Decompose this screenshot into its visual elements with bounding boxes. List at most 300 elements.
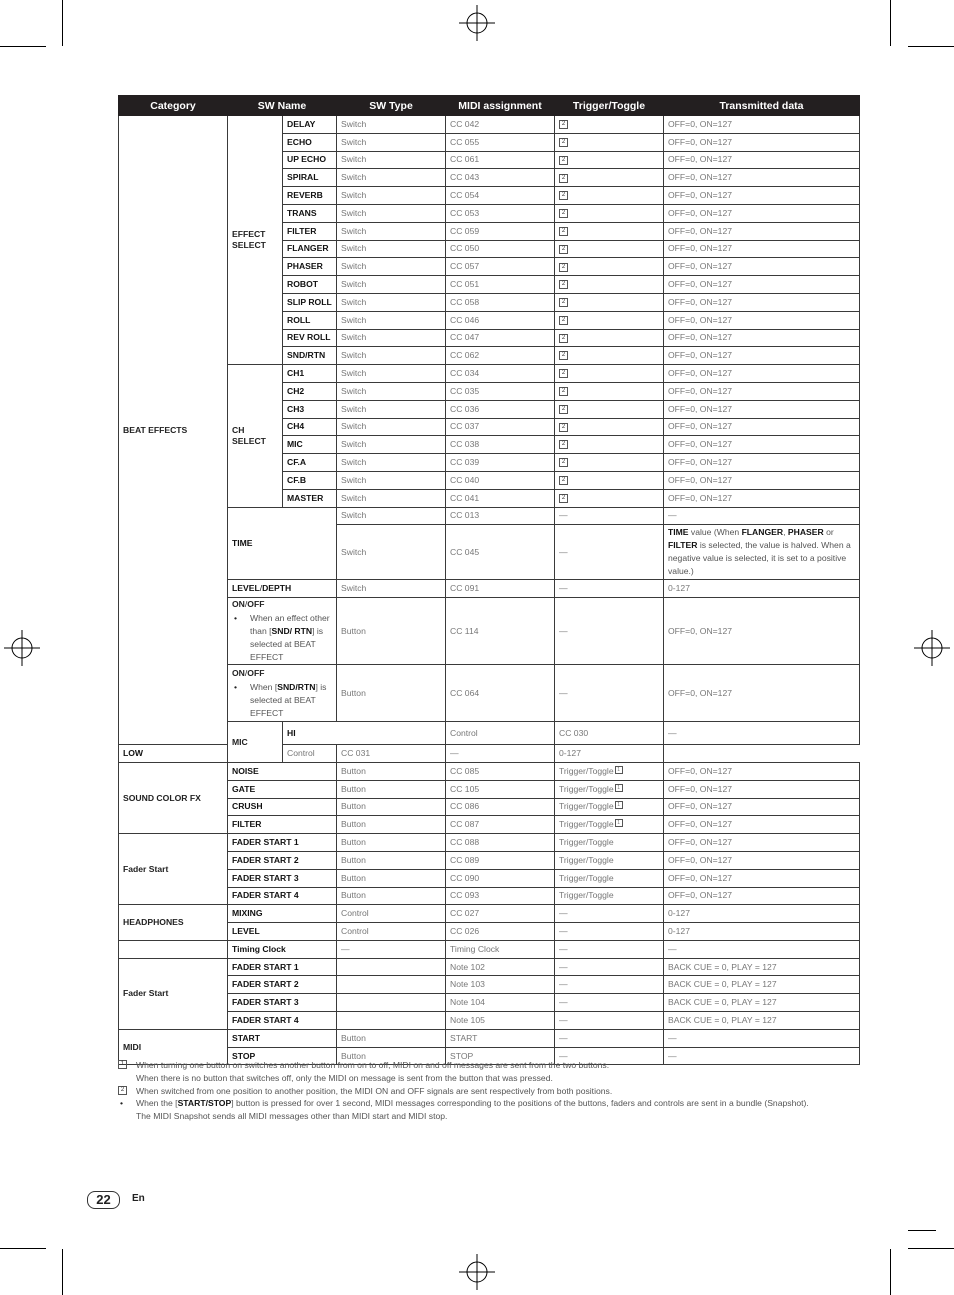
table-row: [119, 869, 860, 887]
table-row: [119, 665, 860, 722]
midi-cell: CC 058: [446, 293, 555, 311]
midi-cell: CC 105: [446, 780, 555, 798]
data-cell: BACK CUE = 0, PLAY = 127: [664, 976, 860, 994]
header-sw-name: SW Name: [228, 96, 337, 116]
note-2-marker: 2: [559, 423, 568, 432]
trigger-toggle-cell: —: [555, 1029, 664, 1047]
crop-mark: [62, 1249, 63, 1295]
sw-name-cell: FADER START 4: [228, 887, 337, 905]
data-cell: OFF=0, ON=127: [664, 418, 860, 436]
trigger-toggle-cell: —: [555, 1047, 664, 1065]
trigger-toggle-cell: [555, 436, 664, 454]
sw-type-cell: [337, 994, 446, 1012]
sw-type-cell: Button: [337, 1047, 446, 1065]
sw-type-cell: Switch: [337, 525, 446, 580]
registration-mark-icon: [4, 630, 40, 666]
group-label: CH: [232, 424, 245, 435]
trigger-toggle-cell: [555, 169, 664, 187]
trigger-toggle-cell: —: [555, 598, 664, 665]
sw-type-cell: Button: [337, 665, 446, 722]
trigger-text: Trigger/Toggle: [559, 819, 614, 830]
trigger-toggle-cell: —: [555, 1012, 664, 1030]
sw-type-cell: Switch: [337, 116, 446, 134]
note-2-marker: 2: [559, 440, 568, 449]
midi-cell: CC 045: [446, 525, 555, 580]
sw-name-cell: CH3: [283, 400, 337, 418]
sw-name-cell: ECHO: [283, 133, 337, 151]
category-headphones: HEADPHONES: [119, 905, 228, 941]
note-2-marker: 2: [559, 138, 568, 147]
trigger-toggle-cell: [555, 400, 664, 418]
data-cell: OFF=0, ON=127: [664, 816, 860, 834]
midi-cell: STOP: [446, 1047, 555, 1065]
bullet-bold: SND/ RTN: [271, 626, 313, 637]
desc-bold: FILTER: [668, 540, 698, 551]
note-2-marker: 2: [559, 209, 568, 218]
sw-name-cell: REVERB: [283, 187, 337, 205]
midi-cell: CC 042: [446, 116, 555, 134]
note-2-marker: 2: [559, 494, 568, 503]
footnote-1: [118, 1059, 858, 1085]
trigger-toggle-cell: [555, 276, 664, 294]
data-cell: OFF=0, ON=127: [664, 436, 860, 454]
note-1-marker: 1: [615, 766, 623, 774]
sw-name-cell: CRUSH: [228, 798, 337, 816]
table-row: [119, 887, 860, 905]
midi-cell: CC 037: [446, 418, 555, 436]
crop-mark: [18, 46, 46, 47]
data-cell: —: [664, 507, 860, 525]
midi-cell: CC 030: [555, 722, 664, 745]
note-1-marker: 1: [615, 801, 623, 809]
data-cell: BACK CUE = 0, PLAY = 127: [664, 1012, 860, 1030]
data-cell: OFF=0, ON=127: [664, 382, 860, 400]
midi-cell: CC 038: [446, 436, 555, 454]
data-cell: OFF=0, ON=127: [664, 834, 860, 852]
data-cell: 0-127: [664, 905, 860, 923]
trigger-toggle-cell: [555, 311, 664, 329]
midi-cell: Note 102: [446, 958, 555, 976]
sw-type-cell: Switch: [337, 400, 446, 418]
data-cell: OFF=0, ON=127: [664, 471, 860, 489]
bullet-text: ] is selected at BEAT EFFECT: [250, 681, 327, 718]
note-2-marker: 2: [559, 156, 568, 165]
data-cell: BACK CUE = 0, PLAY = 127: [664, 994, 860, 1012]
data-cell: OFF=0, ON=127: [664, 222, 860, 240]
footnote-text: When there is no button that switches off, only the MIDI on message is sent from the button that was pressed.: [136, 1072, 553, 1083]
header-trigger-toggle: Trigger/Toggle: [555, 96, 664, 116]
midi-cell: CC 043: [446, 169, 555, 187]
midi-cell: CC 034: [446, 365, 555, 383]
sw-name-cell: FADER START 1: [228, 834, 337, 852]
sw-type-cell: Switch: [337, 436, 446, 454]
table-row: [119, 780, 860, 798]
midi-cell: CC 027: [446, 905, 555, 923]
note-2-marker: 2: [559, 298, 568, 307]
table-row: [119, 1012, 860, 1030]
sw-type-cell: Switch: [337, 222, 446, 240]
sw-name-cell: MIC: [283, 436, 337, 454]
data-cell: OFF=0, ON=127: [664, 329, 860, 347]
footnote-bold: STOP: [207, 1098, 232, 1109]
sw-type-cell: —: [337, 940, 446, 958]
sw-type-cell: Switch: [337, 382, 446, 400]
note-2-marker: 2: [559, 334, 568, 343]
footnote-bold: /: [205, 1098, 208, 1109]
trigger-toggle-cell: —: [555, 923, 664, 941]
footnote-text: When switched from one position to another position, the MIDI ON and OFF signals are sent respectively from both positions.: [136, 1085, 613, 1096]
sw-name-part: LEVEL: [232, 583, 260, 594]
bullet-bold: SND/RTN: [277, 681, 316, 692]
trigger-toggle-cell: —: [555, 507, 664, 525]
trigger-toggle-cell: —: [664, 722, 860, 745]
trigger-toggle-cell: —: [446, 745, 555, 763]
sw-name-cell: CF.B: [283, 471, 337, 489]
sw-type-cell: Button: [337, 1029, 446, 1047]
footnote-marker: 1: [118, 1060, 127, 1069]
sw-name-cell: SPIRAL: [283, 169, 337, 187]
midi-cell: CC 061: [446, 151, 555, 169]
table-row: [119, 923, 860, 941]
trigger-toggle-cell: —: [555, 580, 664, 598]
sw-type-cell: [337, 1012, 446, 1030]
crop-mark: [890, 1249, 891, 1295]
header-sw-type: SW Type: [337, 96, 446, 116]
sw-name-cell: MIXING: [228, 905, 337, 923]
note-2-marker: 2: [559, 405, 568, 414]
sw-name-cell: SLIP ROLL: [283, 293, 337, 311]
footnote-marker: 2: [118, 1086, 127, 1095]
data-cell: OFF=0, ON=127: [664, 276, 860, 294]
sw-name-cell: START: [228, 1029, 337, 1047]
sw-type-cell: Switch: [337, 204, 446, 222]
sw-type-cell: [337, 976, 446, 994]
trigger-toggle-cell: [555, 133, 664, 151]
data-cell: OFF=0, ON=127: [664, 347, 860, 365]
data-cell: OFF=0, ON=127: [664, 293, 860, 311]
bullet-text: When an effect other than [: [250, 613, 330, 637]
group-label: SELECT: [232, 240, 266, 251]
registration-mark-icon: [914, 630, 950, 666]
footnote-text: When turning one button on switches another button from on to off, MIDI on and off messages are sent from the two buttons.: [136, 1060, 610, 1070]
trigger-toggle-cell: [555, 471, 664, 489]
trigger-toggle-cell: [555, 454, 664, 472]
bullet-list: [232, 681, 332, 720]
table-row: [119, 976, 860, 994]
table-row: [119, 994, 860, 1012]
note-2-marker: 2: [559, 476, 568, 485]
table-row: [119, 834, 860, 852]
table-row: [119, 365, 860, 383]
data-cell: OFF=0, ON=127: [664, 851, 860, 869]
bullet-list: [232, 612, 332, 664]
sw-type-cell: Switch: [337, 471, 446, 489]
trigger-toggle-cell: [555, 365, 664, 383]
category-sound-color-fx: SOUND COLOR FX: [119, 762, 228, 833]
group-effect-select: [228, 116, 283, 365]
sw-type-cell: Button: [337, 780, 446, 798]
note-2-marker: 2: [559, 263, 568, 272]
midi-cell: CC 091: [446, 580, 555, 598]
note-1-marker: 1: [615, 784, 623, 792]
note-2-marker: 2: [559, 227, 568, 236]
sw-name-cell: STOP: [228, 1047, 337, 1065]
table-row: [119, 1029, 860, 1047]
midi-cell: CC 089: [446, 851, 555, 869]
sw-name-sep: /: [259, 583, 263, 594]
sw-type-cell: Switch: [337, 580, 446, 598]
sw-name-part: DEPTH: [262, 583, 292, 594]
trigger-toggle-cell: —: [555, 940, 664, 958]
table-row: [119, 905, 860, 923]
note-2-marker: 2: [559, 316, 568, 325]
trigger-toggle-cell: Trigger/Toggle: [555, 887, 664, 905]
trigger-toggle-cell: —: [555, 665, 664, 722]
note-2-marker: 2: [559, 245, 568, 254]
sw-name-cell: FADER START 3: [228, 994, 337, 1012]
trigger-toggle-cell: [555, 798, 664, 816]
sw-name-cell: FLANGER: [283, 240, 337, 258]
data-cell: —: [664, 940, 860, 958]
sw-type-cell: Button: [337, 762, 446, 780]
trigger-toggle-cell: —: [555, 958, 664, 976]
crop-mark: [62, 0, 63, 46]
sw-name-cell: PHASER: [283, 258, 337, 276]
data-cell: 0-127: [664, 580, 860, 598]
category-mic: MIC: [228, 722, 283, 763]
midi-cell: CC 046: [446, 311, 555, 329]
data-cell: OFF=0, ON=127: [664, 169, 860, 187]
sw-name-cell: FADER START 3: [228, 869, 337, 887]
trigger-text: Trigger/Toggle: [559, 783, 614, 794]
sw-type-cell: Switch: [337, 293, 446, 311]
midi-cell: CC 031: [337, 745, 446, 763]
midi-assignment-table: [118, 95, 860, 1065]
table-row: [119, 762, 860, 780]
category-beat-effects: BEAT EFFECTS: [119, 116, 228, 745]
trigger-toggle-cell: [555, 418, 664, 436]
data-cell: OFF=0, ON=127: [664, 133, 860, 151]
group-ch-select: [228, 365, 283, 507]
data-cell: OFF=0, ON=127: [664, 798, 860, 816]
table-header-row: [119, 96, 860, 116]
data-cell: OFF=0, ON=127: [664, 887, 860, 905]
trigger-text: Trigger/Toggle: [559, 801, 614, 812]
trigger-toggle-cell: [555, 382, 664, 400]
midi-cell: CC 041: [446, 489, 555, 507]
desc-bold: PHASER: [787, 527, 824, 538]
trigger-text: Trigger/Toggle: [559, 765, 614, 776]
sw-type-cell: Switch: [337, 240, 446, 258]
header-midi-assignment: MIDI assignment: [446, 96, 555, 116]
midi-cell: CC 050: [446, 240, 555, 258]
midi-cell: CC 047: [446, 329, 555, 347]
midi-cell: CC 090: [446, 869, 555, 887]
sw-type-cell: Button: [337, 816, 446, 834]
sw-name-cell: FILTER: [228, 816, 337, 834]
sw-name-cell: CH2: [283, 382, 337, 400]
desc-text: ,: [783, 527, 788, 538]
page-number: 22: [87, 1191, 120, 1209]
data-cell: OFF=0, ON=127: [664, 311, 860, 329]
data-cell: 0-127: [664, 923, 860, 941]
sw-name-part: OFF: [247, 599, 265, 610]
sw-name-cell: CH1: [283, 365, 337, 383]
sw-type-cell: Switch: [337, 365, 446, 383]
trigger-toggle-cell: [555, 116, 664, 134]
registration-mark-icon: [459, 5, 495, 41]
trigger-toggle-cell: [555, 151, 664, 169]
midi-cell: CC 086: [446, 798, 555, 816]
sw-type-cell: Control: [337, 923, 446, 941]
data-cell: OFF=0, ON=127: [664, 780, 860, 798]
midi-cell: CC 035: [446, 382, 555, 400]
sw-name-cell: GATE: [228, 780, 337, 798]
desc-text: value (When: [688, 527, 742, 538]
note-2-marker: 2: [559, 351, 568, 360]
sw-name-cell: FILTER: [283, 222, 337, 240]
sw-name-on-off: [228, 598, 337, 665]
trigger-toggle-cell: [555, 329, 664, 347]
trigger-toggle-cell: [555, 293, 664, 311]
data-cell: OFF=0, ON=127: [664, 598, 860, 665]
data-cell: OFF=0, ON=127: [664, 365, 860, 383]
sw-name-on-off: [228, 665, 337, 722]
group-label: SELECT: [232, 435, 266, 446]
sw-type-cell: Switch: [337, 418, 446, 436]
trigger-toggle-cell: [555, 347, 664, 365]
category-midi: MIDI: [119, 1029, 228, 1065]
trigger-toggle-cell: [555, 240, 664, 258]
sw-type-cell: Button: [337, 798, 446, 816]
trigger-toggle-cell: —: [555, 976, 664, 994]
category-fader-start: Fader Start: [119, 834, 228, 905]
sw-name-part: ON: [232, 599, 245, 610]
table-row: [119, 958, 860, 976]
sw-name-cell: FADER START 1: [228, 958, 337, 976]
bullet-marker: •: [120, 1098, 124, 1109]
note-2-marker: 2: [559, 280, 568, 289]
time-description: [664, 525, 860, 580]
sw-type-cell: Control: [283, 745, 337, 763]
data-cell: OFF=0, ON=127: [664, 665, 860, 722]
sw-name-cell: DELAY: [283, 116, 337, 134]
midi-cell: CC 036: [446, 400, 555, 418]
sw-type-cell: Switch: [337, 169, 446, 187]
midi-cell: CC 053: [446, 204, 555, 222]
midi-cell: CC 085: [446, 762, 555, 780]
midi-cell: CC 055: [446, 133, 555, 151]
data-cell: OFF=0, ON=127: [664, 489, 860, 507]
data-cell: OFF=0, ON=127: [664, 204, 860, 222]
footnotes: [118, 1059, 858, 1123]
crop-mark: [908, 1230, 936, 1231]
table-row: [119, 940, 860, 958]
midi-cell: CC 093: [446, 887, 555, 905]
header-transmitted-data: Transmitted data: [664, 96, 860, 116]
midi-cell: CC 051: [446, 276, 555, 294]
footnote-2: [118, 1085, 858, 1098]
trigger-toggle-cell: Trigger/Toggle: [555, 851, 664, 869]
table-row: [119, 851, 860, 869]
trigger-toggle-cell: [555, 258, 664, 276]
midi-cell: CC 062: [446, 347, 555, 365]
sw-name-cell: ROLL: [283, 311, 337, 329]
sw-name-cell: NOISE: [228, 762, 337, 780]
midi-cell: START: [446, 1029, 555, 1047]
sw-name-cell: FADER START 2: [228, 851, 337, 869]
sw-name-cell: SND/RTN: [283, 347, 337, 365]
sw-name-cell: REV ROLL: [283, 329, 337, 347]
table-row: [119, 722, 860, 745]
sw-name-part: OFF: [247, 667, 265, 678]
sw-type-cell: Switch: [337, 258, 446, 276]
sw-type-cell: Switch: [337, 507, 446, 525]
trigger-toggle-cell: [555, 222, 664, 240]
trigger-toggle-cell: Trigger/Toggle: [555, 834, 664, 852]
data-cell: OFF=0, ON=127: [664, 151, 860, 169]
trigger-toggle-cell: —: [555, 525, 664, 580]
footnote-bold: START: [177, 1098, 206, 1109]
trigger-toggle-cell: [555, 780, 664, 798]
sw-name-cell: CH4: [283, 418, 337, 436]
midi-cell: Timing Clock: [446, 940, 555, 958]
sw-type-cell: Switch: [337, 311, 446, 329]
trigger-toggle-cell: —: [555, 905, 664, 923]
sw-type-cell: Button: [337, 598, 446, 665]
sw-type-cell: Switch: [337, 329, 446, 347]
desc-bold: FLANGER: [741, 527, 784, 538]
midi-cell: Note 104: [446, 994, 555, 1012]
midi-cell: Note 103: [446, 976, 555, 994]
table-row: [119, 116, 860, 134]
sw-name-sep: /: [244, 667, 248, 678]
desc-text: is selected, the value is halved. When a negative value is selected, it is set to a positive value.): [668, 540, 851, 577]
midi-cell: CC 059: [446, 222, 555, 240]
note-2-marker: 2: [559, 120, 568, 129]
group-label: EFFECT: [232, 229, 266, 240]
sw-type-cell: Switch: [337, 347, 446, 365]
crop-mark: [890, 0, 891, 46]
sw-type-cell: Control: [337, 905, 446, 923]
sw-type-cell: Switch: [337, 151, 446, 169]
data-cell: OFF=0, ON=127: [664, 869, 860, 887]
sw-type-cell: Control: [446, 722, 555, 745]
sw-name-timing-clock: Timing Clock: [228, 940, 337, 958]
midi-cell: CC 114: [446, 598, 555, 665]
sw-type-cell: Switch: [337, 133, 446, 151]
table-row: [119, 745, 860, 763]
sw-name-cell: LOW: [119, 745, 283, 763]
note-1-marker: 1: [615, 819, 623, 827]
bullet-item: [250, 612, 332, 664]
table-row: [119, 507, 860, 525]
sw-name-cell: FADER START 2: [228, 976, 337, 994]
data-cell: OFF=0, ON=127: [664, 187, 860, 205]
sw-name-part: ON: [232, 667, 245, 678]
midi-cell: CC 088: [446, 834, 555, 852]
midi-cell: CC 057: [446, 258, 555, 276]
language-label: En: [132, 1193, 145, 1204]
trigger-toggle-cell: [555, 489, 664, 507]
sw-name-cell: CF.A: [283, 454, 337, 472]
category-empty: [119, 940, 228, 958]
midi-cell: Note 105: [446, 1012, 555, 1030]
data-cell: OFF=0, ON=127: [664, 454, 860, 472]
desc-text: or: [823, 527, 834, 538]
crop-mark: [908, 46, 954, 47]
data-cell: OFF=0, ON=127: [664, 240, 860, 258]
